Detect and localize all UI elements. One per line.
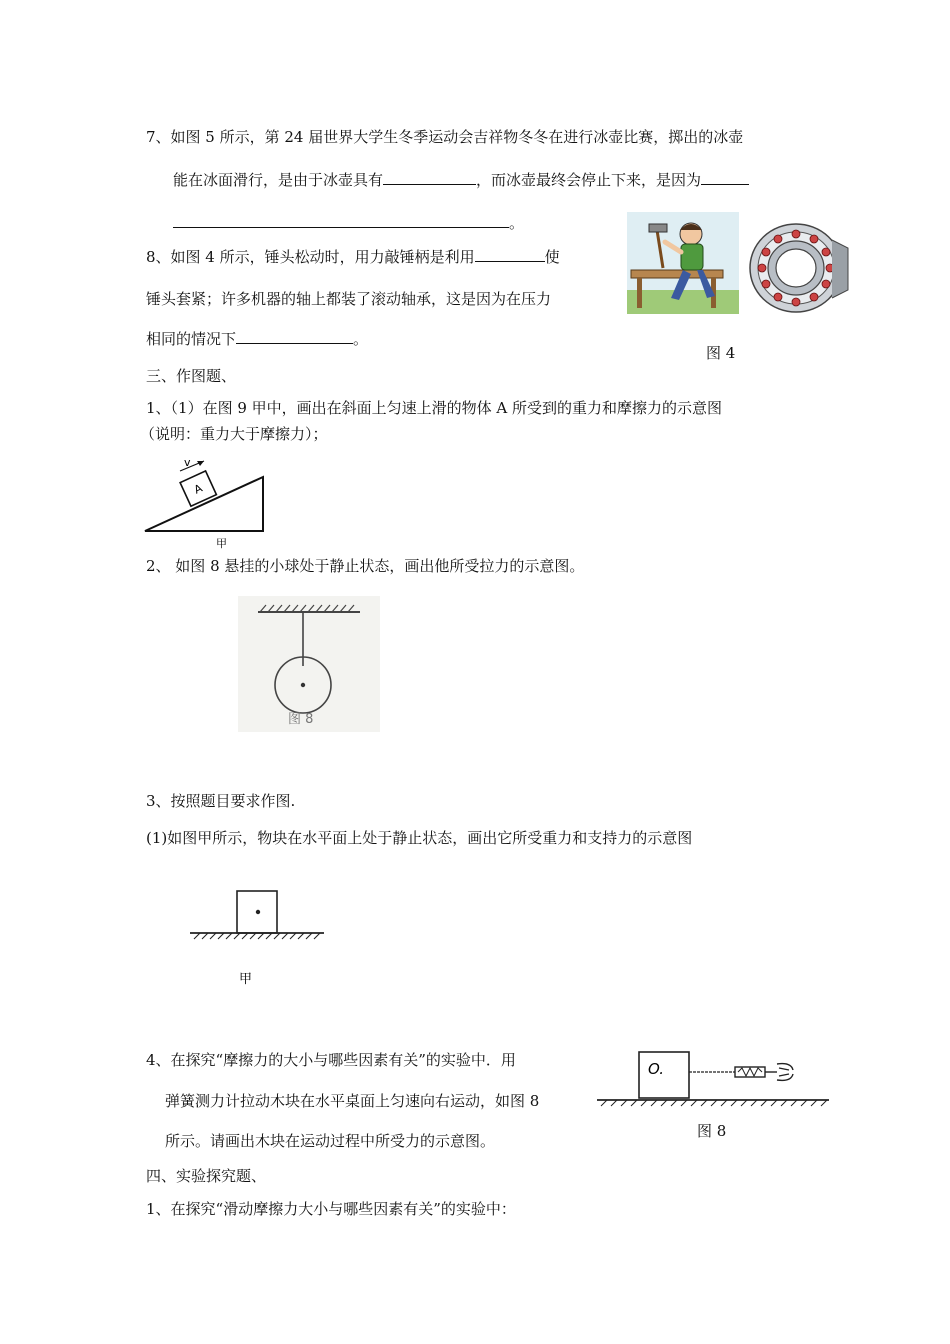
q8-blank-1[interactable] (475, 247, 545, 262)
q7-line1: 7、如图 5 所示，第 24 届世界大学生冬季运动会吉祥物冬冬在进行冰壶比赛，掷出的冰壶 (146, 128, 744, 146)
hammer-cartoon-image (627, 212, 739, 314)
incline-diagram (140, 452, 270, 552)
block-fig-caption: 甲 (239, 972, 253, 987)
hanging-ball-diagram (238, 596, 380, 732)
q8-line1-start: 8、如图 4 所示，锤头松动时，用力敲锤柄是利用 (146, 248, 475, 266)
q8-line3-end: 。 (353, 330, 369, 348)
q7-blank-1[interactable] (383, 170, 476, 185)
fig4-caption: 图 4 (706, 344, 736, 362)
block-o-label: O. (648, 1060, 664, 1078)
p4-line1: 4、在探究“摩擦力的大小与哪些因素有关”的实验中．用 (146, 1051, 516, 1069)
wood-block (639, 1052, 689, 1098)
q8-blank-2[interactable] (236, 329, 353, 344)
q8-line2: 锤头套紧；许多机器的轴上都装了滚动轴承，这是因为在压力 (146, 290, 552, 308)
p3-line1: 3、按照题目要求作图. (146, 792, 296, 810)
incline-caption: 甲 (216, 537, 227, 550)
e1-line1: 1、在探究“滑动摩擦力大小与哪些因素有关”的实验中： (146, 1200, 516, 1218)
q7-line3-end: 。 (509, 214, 525, 232)
p1-line1: 1、（1）在图 9 甲中，画出在斜面上匀速上滑的物体 A 所受到的重力和摩擦力的示意图 (146, 399, 723, 417)
section4-title: 四、实验探究题、 (146, 1167, 267, 1185)
section3-title: 三、作图题、 (146, 367, 237, 385)
p1-line2: （说明：重力大于摩擦力）； (140, 425, 328, 443)
q8-line1 (146, 247, 560, 267)
q7-line3 (173, 213, 524, 233)
q7-blank-2[interactable] (701, 170, 749, 185)
q7-line2-mid: ，而冰壶最终会停止下来，是因为 (476, 171, 702, 189)
q8-line3 (146, 329, 368, 349)
ball-bearing-image (748, 220, 850, 316)
p4-line3: 所示。请画出木块在运动过程中所受力的示意图。 (165, 1132, 496, 1150)
q8-line1-end: 使 (544, 248, 560, 266)
p2-line1: 2、 如图 8 悬挂的小球处于静止状态，画出他所受拉力的示意图。 (146, 557, 585, 575)
block-on-ground-diagram (186, 884, 328, 990)
p3-line2: (1)如图甲所示，物块在水平面上处于静止状态，画出它所受重力和支持力的示意图 (146, 829, 693, 847)
block-a-label: A (192, 481, 205, 497)
fig8-caption-2: 图 8 (697, 1122, 727, 1140)
q7-blank-3[interactable] (173, 213, 509, 228)
q7-line2 (173, 170, 749, 190)
p4-line2: 弹簧测力计拉动木块在水平桌面上匀速向右运动，如图 8 (165, 1092, 540, 1110)
q7-line2-start: 能在冰面滑行，是由于冰壶具有 (173, 171, 384, 189)
fig8-caption-1: 图 8 (288, 712, 314, 727)
spring-scale-diagram (595, 1046, 833, 1110)
q8-line3-start: 相同的情况下 (146, 330, 237, 348)
velocity-label: v (184, 456, 191, 469)
